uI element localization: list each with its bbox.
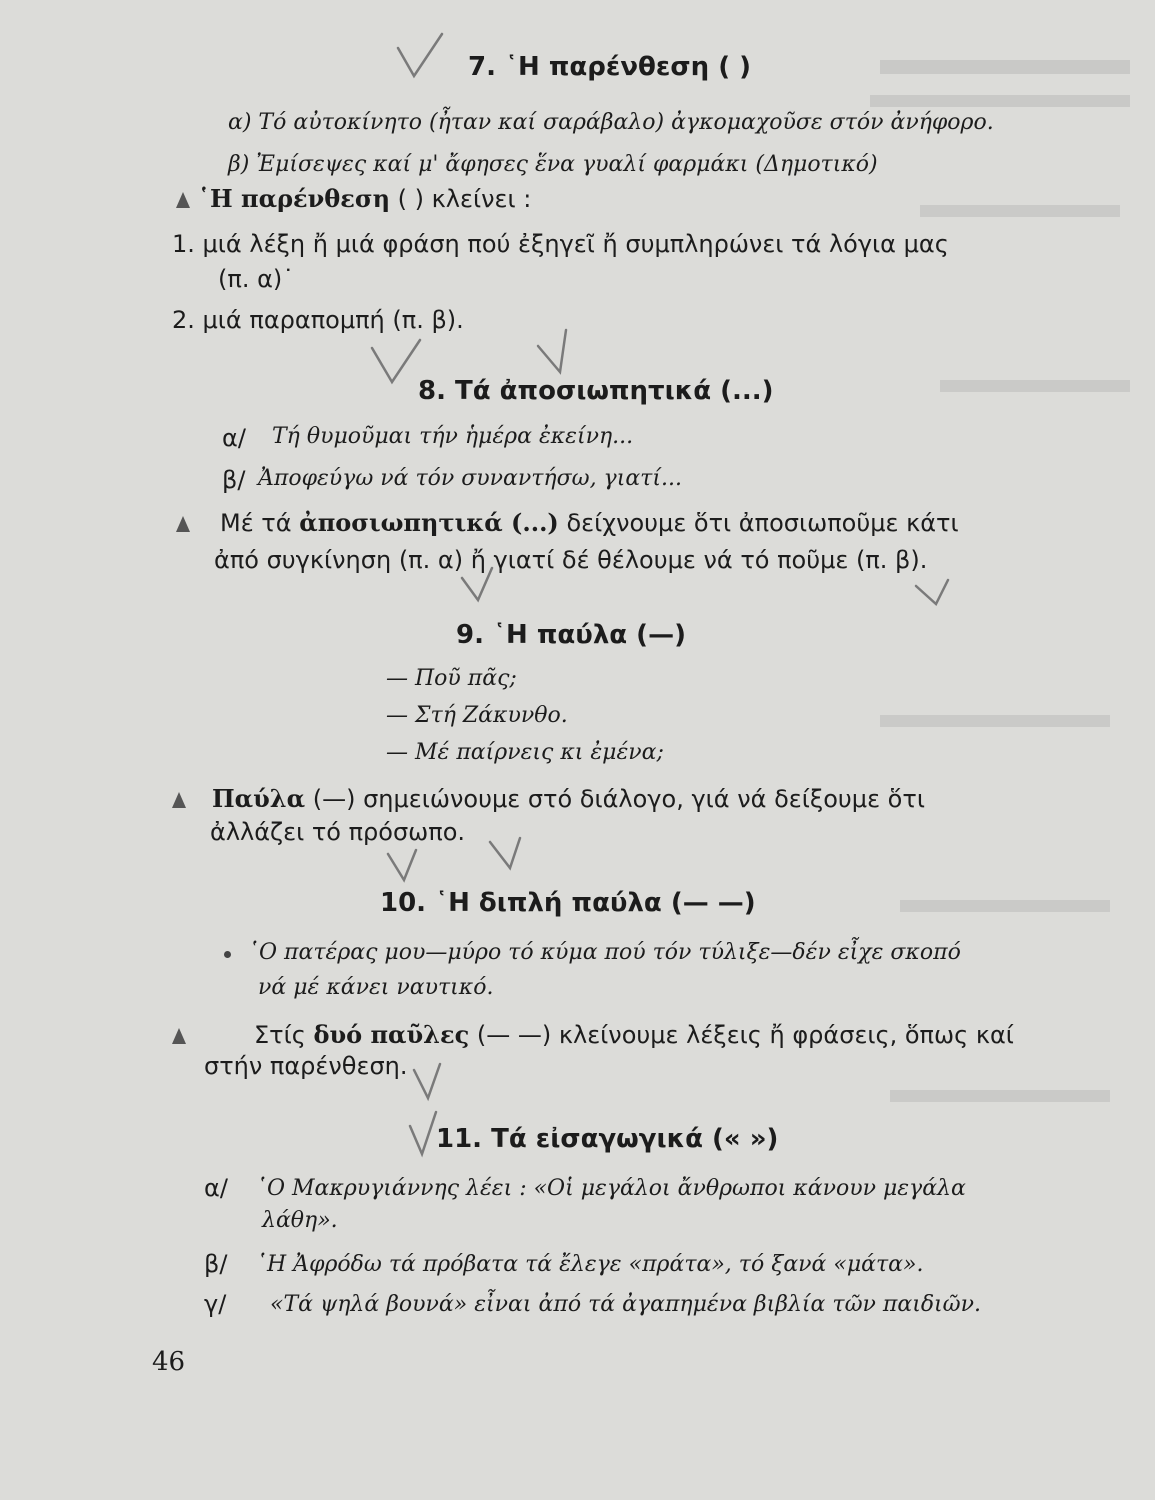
s9-dialogue-3: — Μέ παίρνεις κι ἐμένα; <box>386 740 664 765</box>
s11-label-c: γ/ <box>204 1290 227 1318</box>
section-8-heading: 8. Τά ἀποσιωπητικά (...) <box>418 376 774 406</box>
checkmark-icon <box>538 330 566 372</box>
checkmark-icon <box>916 580 948 604</box>
s8-example-b: Ἀποφεύγω νά τόν συναντήσω, γιατί... <box>258 466 682 491</box>
s8-rule-post: δείχνουμε ὅτι ἀποσιωποῦμε κάτι <box>566 509 959 537</box>
s7-item-1-cont: (π. α)˙ <box>218 265 295 293</box>
s9-rule-text: (—) σημειώνουμε στό διάλογο, γιά νά δείξουμε ὅτι <box>312 785 925 813</box>
s11-example-b: ῾Η Ἀφρόδω τά πρόβατα τά ἔλεγε «πράτα», τό ξανά «μάτα». <box>256 1252 924 1277</box>
triangle-bullet-icon <box>176 192 190 208</box>
s10-rule-bold: δυό παῦλες <box>313 1020 470 1049</box>
s7-item-2: 2. μιά παραπομπή (π. β). <box>172 306 464 334</box>
s11-label-b: β/ <box>204 1250 228 1278</box>
section-11-heading: 11. Τά εἰσαγωγικά (« ») <box>436 1124 779 1154</box>
s7-item-1: 1. μιά λέξη ἤ μιά φράση πού ἐξηγεῖ ἤ συμπληρώνει τά λόγια μας <box>172 230 949 258</box>
s7-rule-text: ( ) κλείνει : <box>397 185 532 213</box>
checkmark-icon <box>490 838 520 868</box>
page-number: 46 <box>152 1347 186 1377</box>
s7-example-b: β) Ἐμίσεψες καί μ' ἄφησες ἕνα γυαλί φαρμάκι (Δημοτικό) <box>228 152 878 177</box>
checkmark-icon <box>414 1064 440 1098</box>
s8-label-b: β/ <box>222 466 246 494</box>
s9-dialogue-2: — Στή Ζάκυνθο. <box>386 703 568 728</box>
s7-rule-bold: ῾Η παρένθεση <box>198 184 391 213</box>
s10-rule-line2: στήν παρένθεση. <box>204 1052 408 1080</box>
s7-example-a: α) Τό αὐτοκίνητο (ἦταν καί σαράβαλο) ἀγκομαχοῦσε στόν ἀνήφορο. <box>228 110 994 135</box>
triangle-bullet-icon <box>176 516 190 532</box>
s8-example-a: Τή θυμοῦμαι τήν ἡμέρα ἐκείνη... <box>272 424 634 449</box>
s11-example-a-line2: λάθη». <box>262 1208 338 1233</box>
section-10-heading: 10. ῾Η διπλή παύλα (— —) <box>380 888 756 918</box>
s8-rule-line2: ἀπό συγκίνηση (π. α) ἤ γιατί δέ θέλουμε νά τό ποῦμε (π. β). <box>214 546 928 574</box>
s11-label-a: α/ <box>204 1174 228 1202</box>
checkmark-icon <box>388 850 416 880</box>
checkmark-icon <box>398 34 442 76</box>
s10-rule-post: (— —) κλείνουμε λέξεις ἤ φράσεις, ὅπως καί <box>476 1021 1014 1049</box>
s8-rule-pre: Μέ τά <box>220 509 292 537</box>
s9-rule-bold: Παύλα <box>212 784 306 813</box>
s8-label-a: α/ <box>222 424 246 452</box>
checkmark-icon <box>372 340 420 382</box>
s11-example-a-line1: ῾Ο Μακρυγιάννης λέει : «Οἱ μεγάλοι ἄνθρωποι κάνουν μεγάλα <box>256 1176 966 1201</box>
s7-rule <box>198 184 531 213</box>
triangle-bullet-icon <box>172 1028 186 1044</box>
bullet-dot-icon <box>224 951 231 958</box>
checkmark-icon <box>410 1112 436 1154</box>
triangle-bullet-icon <box>172 792 186 808</box>
s10-example-line2: νά μέ κάνει ναυτικό. <box>258 975 494 1000</box>
s11-example-c: «Τά ψηλά βουνά» εἶναι ἀπό τά ἀγαπημένα βιβλία τῶν παιδιῶν. <box>270 1292 981 1317</box>
s10-example-line1: ῾Ο πατέρας μου—μύρο τό κύμα πού τόν τύλιξε—δέν εἶχε σκοπό <box>248 940 961 965</box>
s9-rule-line2: ἀλλάζει τό πρόσωπο. <box>210 818 466 846</box>
s8-rule-bold: ἀποσιωπητικά (...) <box>299 508 559 537</box>
section-7-heading: 7. ῾Η παρένθεση ( ) <box>468 52 752 82</box>
s10-rule-pre: Στίς <box>254 1021 306 1049</box>
section-9-heading: 9. ῾Η παύλα (—) <box>456 620 686 650</box>
s10-rule <box>254 1020 1014 1049</box>
s9-rule <box>212 784 925 813</box>
s8-rule <box>220 508 959 537</box>
s9-dialogue-1: — Ποῦ πᾶς; <box>386 666 517 691</box>
